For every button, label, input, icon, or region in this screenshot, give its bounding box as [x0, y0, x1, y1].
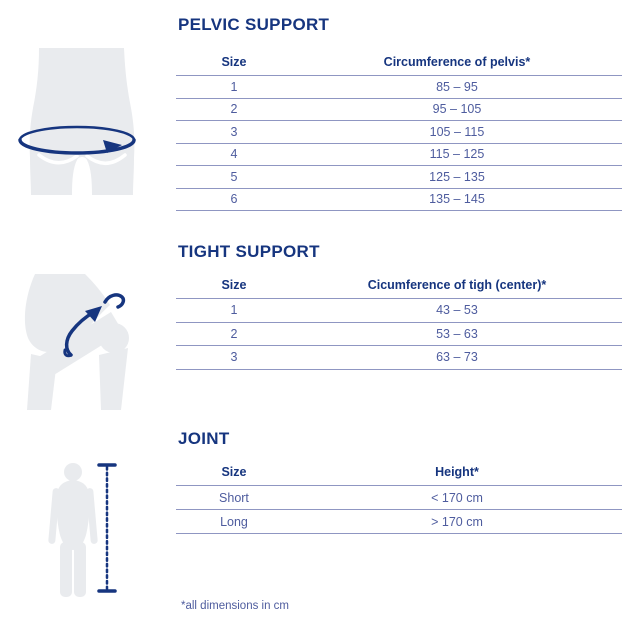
table-row — [176, 188, 622, 211]
pelvic-support-table — [176, 55, 622, 211]
range-cell: 115 – 125 — [292, 143, 622, 166]
section-title-tight-support: TIGHT SUPPORT — [178, 242, 320, 261]
table-row — [176, 121, 622, 144]
table-row — [176, 98, 622, 121]
table-row — [176, 143, 622, 166]
size-cell: 3 — [176, 346, 292, 370]
joint-table — [176, 465, 622, 534]
range-cell: < 170 cm — [292, 486, 622, 510]
size-cell: 3 — [176, 121, 292, 144]
column-header-size: Size — [176, 55, 292, 76]
range-cell: 53 – 63 — [292, 322, 622, 346]
pelvis-circumference-icon — [15, 40, 150, 205]
table-header-row — [176, 465, 622, 486]
column-header-height: Height* — [292, 465, 622, 486]
size-cell: Long — [176, 510, 292, 534]
table-header-row — [176, 278, 622, 299]
column-header-circumference-pelvis: Circumference of pelvis* — [292, 55, 622, 76]
table-row — [176, 76, 622, 99]
size-cell: 1 — [176, 299, 292, 323]
size-cell: 2 — [176, 98, 292, 121]
table-row — [176, 166, 622, 189]
table-header-row — [176, 55, 622, 76]
size-cell: Short — [176, 486, 292, 510]
body-height-icon — [30, 452, 140, 602]
table-row — [176, 346, 622, 370]
range-cell: 135 – 145 — [292, 188, 622, 211]
column-header-size: Size — [176, 278, 292, 299]
range-cell: 125 – 135 — [292, 166, 622, 189]
tight-support-table — [176, 278, 622, 370]
section-joint — [176, 429, 622, 534]
pelvis-illustration — [15, 40, 150, 205]
range-cell: 63 – 73 — [292, 346, 622, 370]
size-cell: 2 — [176, 322, 292, 346]
table-row — [176, 322, 622, 346]
table-row — [176, 299, 622, 323]
table-row — [176, 510, 622, 534]
section-title-joint: JOINT — [178, 429, 230, 448]
size-cell: 6 — [176, 188, 292, 211]
body-height-illustration — [30, 452, 140, 602]
size-cell: 4 — [176, 143, 292, 166]
size-cell: 5 — [176, 166, 292, 189]
footnote: *all dimensions in cm — [181, 600, 290, 612]
range-cell: 95 – 105 — [292, 98, 622, 121]
column-header-size: Size — [176, 465, 292, 486]
column-header-circumference-thigh: Cicumference of tigh (center)* — [292, 278, 622, 299]
range-cell: 43 – 53 — [292, 299, 622, 323]
table-row — [176, 486, 622, 510]
section-pelvic-support — [176, 15, 622, 211]
thigh-illustration — [15, 260, 145, 410]
range-cell: 85 – 95 — [292, 76, 622, 99]
section-title-pelvic-support: PELVIC SUPPORT — [178, 15, 330, 34]
range-cell: 105 – 115 — [292, 121, 622, 144]
thigh-circumference-icon — [15, 260, 145, 410]
range-cell: > 170 cm — [292, 510, 622, 534]
size-cell: 1 — [176, 76, 292, 99]
section-tight-support — [176, 242, 622, 370]
